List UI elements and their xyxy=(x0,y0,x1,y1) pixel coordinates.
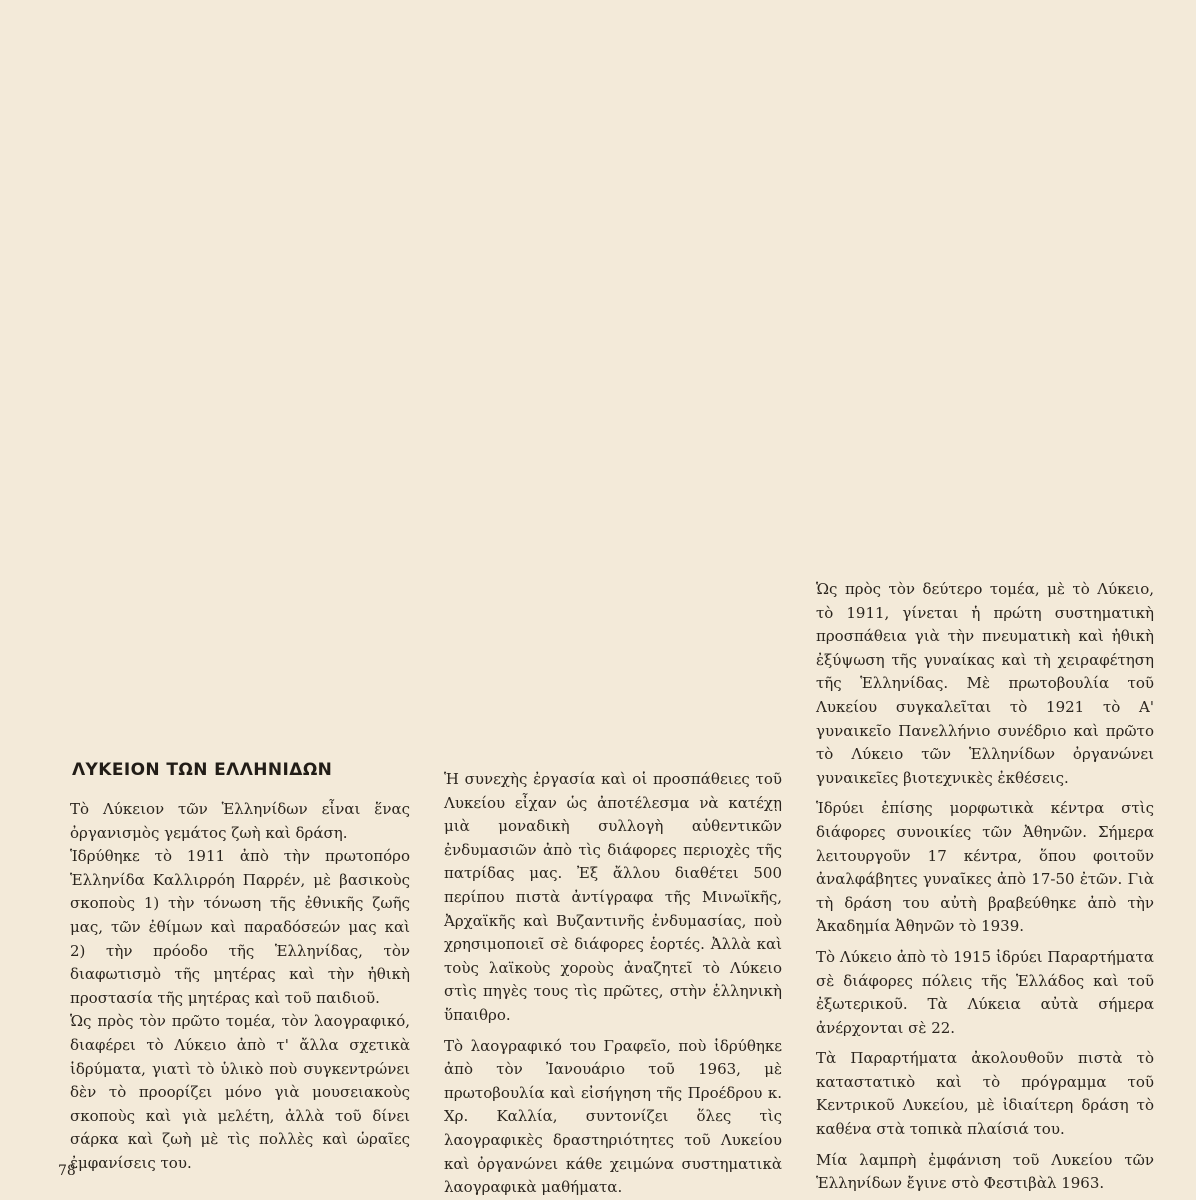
paragraph: Ὡς πρὸς τὸν πρῶτο τομέα, τὸν λαογραφικό, διαφέρει τὸ Λύκειο ἀπὸ τ' ἄλλα σχετικὰ ἱδρύματα, γιατὶ τὸ ὑλικὸ ποὺ συγκεντρώνει δὲν τὸ προορίζει μόνο γιὰ μουσειακοὺς σκοποὺς καὶ γιὰ μελέτη, ἀλλὰ τοῦ δίνει σάρκα καὶ ζωὴ μὲ τὶς πολλὲς καὶ ὡραῖες ἐμφανίσεις του. xyxy=(70,1012,410,1172)
page-number: 78 xyxy=(58,1163,76,1179)
paragraph: Τὸ Λύκειο ἀπὸ τὸ 1915 ἱδρύει Παραρτήματα σὲ διάφορες πόλεις τῆς Ἑλλάδος καὶ τοῦ ἐξωτερικοῦ. Τὰ Λύκεια αὐτὰ σήμερα ἀνέρχονται σὲ 22. xyxy=(816,947,1154,1037)
paragraph: Ὡς πρὸς τὸν δεύτερο τομέα, μὲ τὸ Λύκειο, τὸ 1911, γίνεται ἡ πρώτη συστηματικὴ προσπάθεια γιὰ τὴν πνευματικὴ καὶ ἠθικὴ ἐξύψωση τῆς γυναίκας καὶ τὴ χειραφέτηση τῆς Ἑλληνίδας. Μὲ πρωτοβουλία τοῦ Λυκείου συγκαλεῖται τὸ 1921 τὸ Α' γυναικεῖο Πανελλήνιο συνέδριο καὶ πρῶτο τὸ Λύκειο τῶν Ἑλληνίδων ὀργανώνει γυναικεῖες βιοτεχνικὲς ἐκθέσεις. xyxy=(816,580,1154,787)
text-column-2 xyxy=(444,768,782,1200)
paragraph: Τὰ Παραρτήματα ἀκολουθοῦν πιστὰ τὸ καταστατικὸ καὶ τὸ πρόγραμμα τοῦ Κεντρικοῦ Λυκείου, μὲ ἰδιαίτερη δράση τὸ καθένα στὰ τοπικὰ πλαίσιά του. xyxy=(816,1049,1154,1139)
text-column-3 xyxy=(816,578,1154,1196)
article-heading: ΛΥΚΕΙΟΝ ΤΩΝ ΕΛΛΗΝΙΔΩΝ xyxy=(72,760,333,780)
paragraph: Μία λαμπρὴ ἐμφάνιση τοῦ Λυκείου τῶν Ἑλληνίδων ἔγινε στὸ Φεστιβὰλ 1963. xyxy=(816,1150,1154,1193)
text-column-1 xyxy=(70,798,410,1176)
paragraph: Τὸ λαογραφικό του Γραφεῖο, ποὺ ἱδρύθηκε ἀπὸ τὸν Ἰανουάριο τοῦ 1963, μὲ πρωτοβουλία καὶ εἰσήγηση τῆς Προέδρου κ. Χρ. Καλλία, συντονίζει ὅλες τὶς λαογραφικὲς δραστηριότητες τοῦ Λυκείου καὶ ὀργανώνει κάθε χειμώνα συστηματικὰ λαογραφικὰ μαθήματα. xyxy=(444,1036,782,1197)
paragraph: Ἡ συνεχὴς ἐργασία καὶ οἱ προσπάθειες τοῦ Λυκείου εἶχαν ὡς ἀποτέλεσμα νὰ κατέχῃ μιὰ μοναδικὴ συλλογὴ αὐθεντικῶν ἐνδυμασιῶν ἀπὸ τὶς διάφορες περιοχὲς τῆς πατρίδας μας. Ἐξ ἄλλου διαθέτει 500 περίπου πιστὰ ἀντίγραφα τῆς Μινωϊκῆς, Ἀρχαϊκῆς καὶ Βυζαντινῆς ἐνδυμασίας, ποὺ χρησιμοποιεῖ σὲ διάφορες ἑορτές. Ἀλλὰ καὶ τοὺς λαϊκοὺς χοροὺς ἀναζητεῖ τὸ Λύκειο στὶς πηγὲς τους τὶς πρῶτες, στὴν ἑλληνικὴ ὕπαιθρο. xyxy=(444,770,782,1024)
paragraph: Τὸ Λύκειον τῶν Ἑλληνίδων εἶναι ἕνας ὀργανισμὸς γεμάτος ζωὴ καὶ δράση. xyxy=(70,800,410,842)
paragraph: Ἱδρύθηκε τὸ 1911 ἀπὸ τὴν πρωτοπόρο Ἑλληνίδα Καλλιρρόη Παρρέν, μὲ βασικοὺς σκοποὺς 1) τὴν τόνωση τῆς ἐθνικῆς ζωῆς μας, τῶν ἐθίμων καὶ παραδόσεών μας καὶ 2) τὴν πρόοδο τῆς Ἑλληνίδας, τὸν διαφωτισμὸ τῆς μητέρας καὶ τὴν ἠθικὴ προστασία τῆς μητέρας καὶ τοῦ παιδιοῦ. xyxy=(70,847,410,1007)
paragraph: Ἱδρύει ἐπίσης μορφωτικὰ κέντρα στὶς διάφορες συνοικίες τῶν Ἀθηνῶν. Σήμερα λειτουργοῦν 17 κέντρα, ὅπου φοιτοῦν ἀναλφάβητες γυναῖκες ἀπὸ 17-50 ἐτῶν. Γιὰ τὴ δράση του αὐτὴ βραβεύθηκε ἀπὸ τὴν Ἀκαδημία Ἀθηνῶν τὸ 1939. xyxy=(816,799,1154,936)
